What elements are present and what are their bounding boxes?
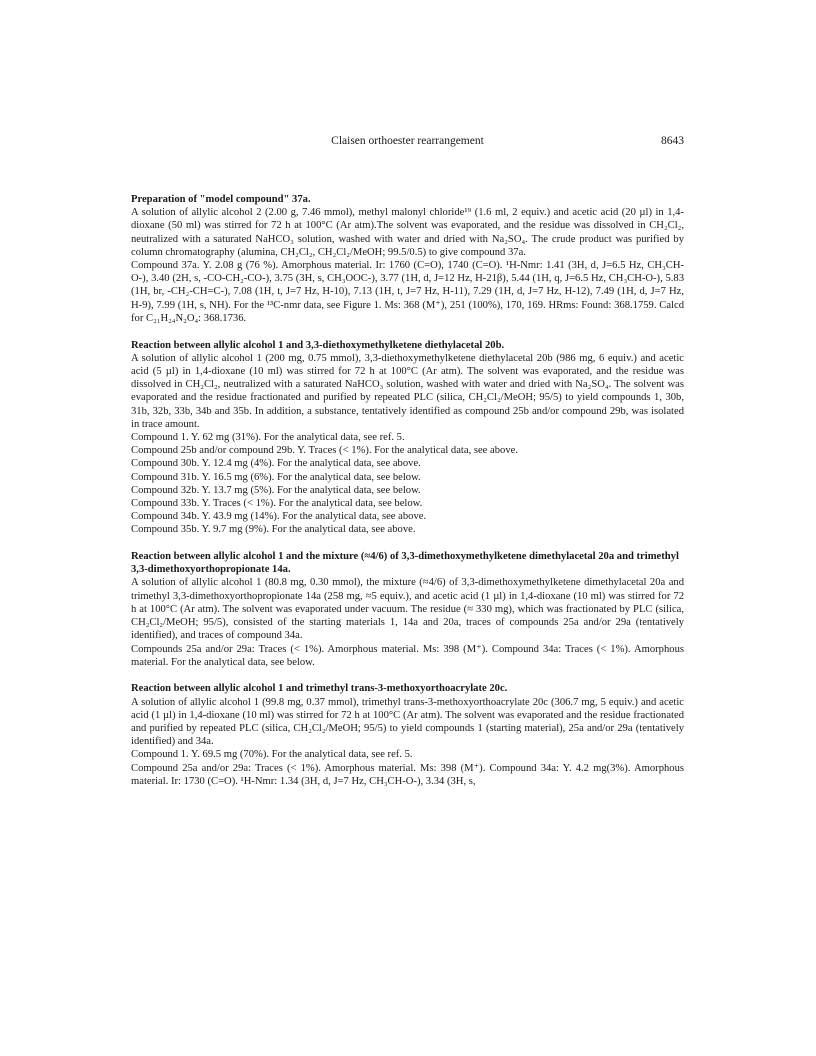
paragraph: A solution of allylic alcohol 1 (80.8 mg, 0.30 mmol), the mixture (≈4/6) of 3,3-dimethoxymethylketene dimethylacetal 20a and trimethyl 3,3-dimethoxyorthopropionate 14a (258 mg, ≈5 equiv.), and acetic acid (1 µl) in 1,4-dioxane (10 ml) was stirred for 72 h at 100°C (Ar atm). The solvent was evaporated under vacuum. The residue (≈ 330 mg), which was fractionated by PLC (silica, CH₂Cl₂/MeOH; 95/5), consisted of the starting materials 1, 14a and 20a, traces of compounds 25a and/or 29a (tentatively identified), and traces of compound 34a.	[131, 577, 684, 642]
paragraph: Compound 1. Y. 69.5 mg (70%). For the analytical data, see ref. 5.	[131, 749, 413, 761]
paragraph: A solution of allylic alcohol 2 (2.00 g, 7.46 mmol), methyl malonyl chloride¹⁹ (1.6 ml, 2 equiv.) and acetic acid (20 µl) in 1,4-dioxane (50 ml) was stirred for 72 h at 100°C (Ar atm).The solvent was evaporated, and the residue was dissolved in CH₂Cl₂, neutralized with a saturated NaHCO₃ solution, washed with water and dried with Na₂SO₄. The crude product was purified by column chromatography (alumina, CH₂Cl₂, CH₂Cl₂/MeOH; 99.5/0.5) to give compound 37a.	[131, 207, 684, 258]
compound-line: Compound 35b. Y. 9.7 mg (9%). For the analytical data, see above.	[131, 524, 416, 536]
section-heading: Reaction between allylic alcohol 1 and the mixture (≈4/6) of 3,3-dimethoxymethylketene dimethylacetal 20a and trimethyl 3,3-dimethoxyorthopropionate 14a.	[131, 551, 679, 576]
compound-line: Compound 30b. Y. 12.4 mg (4%). For the analytical data, see above.	[131, 458, 421, 470]
section-reaction-20b	[131, 339, 684, 537]
compound-line: Compound 33b. Y. Traces (< 1%). For the analytical data, see below.	[131, 497, 423, 509]
compound-line: Compound 31b. Y. 16.5 mg (6%). For the analytical data, see below.	[131, 471, 421, 483]
paragraph: Compound 37a. Y. 2.08 g (76 %). Amorphous material. Ir: 1760 (C=O), 1740 (C=O). ¹H-Nmr: 1.41 (3H, d, J=6.5 Hz, CH₃CH-O-), 3.40 (2H, s, -CO-CH₂-CO-), 3.75 (3H, s, CH₃OOC-), 3.77 (1H, d, J=12 Hz, H-21β), 5.44 (1H, q, J=6.5 Hz, CH₃CH-O-), 5.83 (1H, br, -CH₂-CH=C-), 7.08 (1H, t, J=7 Hz, H-10), 7.13 (1H, t, J=7 Hz, H-11), 7.29 (1H, d, J=7 Hz, H-12), 7.49 (1H, d, J=7 Hz, H-9), 7.99 (1H, s, NH). For the ¹³C-nmr data, see Figure 1. Ms: 368 (M⁺), 251 (100%), 170, 169. HRms: Found: 368.1759. Calcd for C₂₁H₂₄N₂O₄: 368.1736.	[131, 260, 684, 324]
compound-line: Compound 34b. Y. 43.9 mg (14%). For the analytical data, see above.	[131, 511, 427, 523]
section-heading: Preparation of "model compound" 37a.	[131, 194, 311, 205]
section-reaction-20c	[131, 682, 684, 788]
section-heading: Reaction between allylic alcohol 1 and 3,3-diethoxymethylketene diethylacetal 20b.	[131, 339, 505, 351]
paragraph: Compounds 25a and/or 29a: Traces (< 1%). Amorphous material. Ms: 398 (M⁺). Compound 34a: Traces (< 1%). Amorphous material. For the analytical data, see below.	[131, 643, 684, 668]
page-number: 8643	[661, 135, 684, 147]
compound-line: Compound 25b and/or compound 29b. Y. Traces (< 1%). For the analytical data, see above.	[131, 445, 518, 457]
section-reaction-20a-14a	[131, 550, 684, 669]
running-title: Claisen orthoester rearrangement	[331, 135, 484, 147]
compound-line: Compound 1. Y. 62 mg (31%). For the analytical data, see ref. 5.	[131, 431, 405, 443]
paragraph: Compound 25a and/or 29a: Traces (< 1%). Amorphous material. Ms: 398 (M⁺). Compound 34a: Y. 4.2 mg(3%). Amorphous material. Ir: 1730 (C=O). ¹H-Nmr: 1.34 (3H, d, J=7 Hz, CH₃CH-O-), 3.34 (3H, s,	[131, 762, 684, 787]
article-body	[131, 193, 684, 802]
section-heading: Reaction between allylic alcohol 1 and trimethyl trans-3-methoxyorthoacrylate 20c.	[131, 683, 508, 695]
paragraph: A solution of allylic alcohol 1 (200 mg, 0.75 mmol), 3,3-diethoxymethylketene diethylacetal 20b (986 mg, 6 equiv.) and acetic acid (5 µl) in 1,4-dioxane (10 ml) was stirred for 72 h at 100°C (Ar atm). The solvent was evaporated, and the residue was dissolved in CH₂Cl₂, neutralized with a saturated NaHCO₃ solution, washed with water and dried with Na₂SO₄. The solvent was evaporated and the residue fractionated and purified by repeated PLC (silica, CH₂Cl₂/MeOH; 95/5) to yield compounds 1, 30b, 31b, 32b, 33b, 34b and 35b. In addition, a substance, tentatively identified as compound 25b and/or compound 29b, was isolated in trace amount.	[131, 352, 684, 430]
compound-line: Compound 32b. Y. 13.7 mg (5%). For the analytical data, see below.	[131, 484, 421, 496]
section-model-compound-37a	[131, 193, 684, 325]
paragraph: A solution of allylic alcohol 1 (99.8 mg, 0.37 mmol), trimethyl trans-3-methoxyorthoacrylate 20c (306.7 mg, 5 equiv.) and acetic acid (1 µl) in 1,4-dioxane (10 ml) was stirred for 72 h at 100°C (Ar atm). The solvent was evaporated and the residue fractionated and purified by repeated PLC (silica, CH₂Cl₂/MeOH; 95/5) to yield compounds 1 (starting material), 25a and/or 29a (tentatively identified) and 34a.	[131, 696, 684, 748]
